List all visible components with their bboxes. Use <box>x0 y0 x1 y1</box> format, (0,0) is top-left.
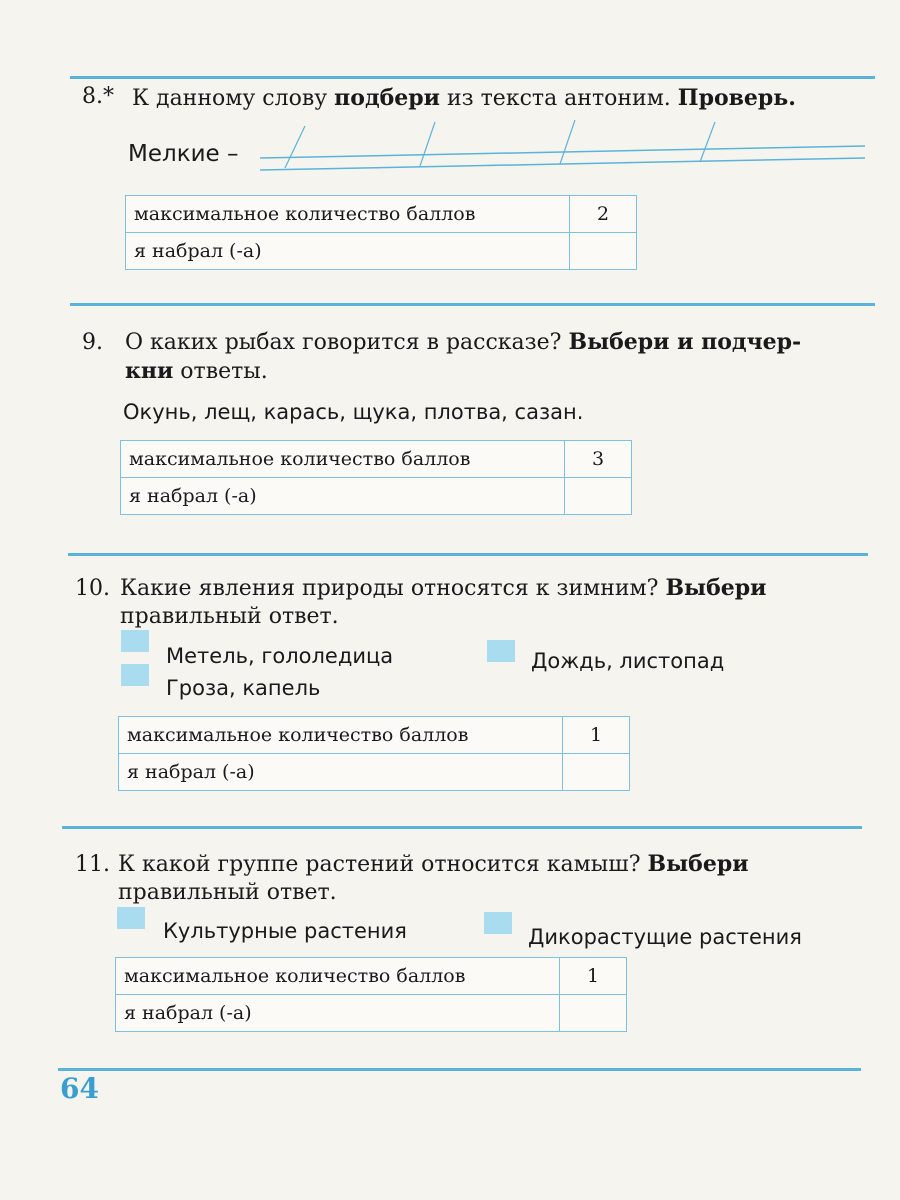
score-table <box>120 440 632 515</box>
max-points-value: 1 <box>563 717 630 754</box>
checkbox[interactable] <box>484 912 512 934</box>
scored-label: я набрал (-а) <box>126 233 570 270</box>
scored-label: я набрал (-а) <box>116 995 560 1032</box>
max-points-label: максимальное количество баллов <box>121 441 565 478</box>
max-points-value: 2 <box>570 196 637 233</box>
max-points-label: максимальное количество баллов <box>119 717 563 754</box>
answer-option[interactable]: Дождь, листопад <box>531 649 725 673</box>
question-text: Какие явления природы относятся к зимним? Выбери правильный ответ. <box>120 575 767 629</box>
question-number: 8.* <box>82 84 114 109</box>
score-table <box>118 716 630 791</box>
answer-option[interactable]: Метель, гололедица <box>166 644 394 668</box>
checkbox[interactable] <box>121 664 149 686</box>
score-table <box>115 957 627 1032</box>
question-text: О каких рыбах говорится в рассказе? Выбери и подчер- кни ответы. <box>125 329 802 384</box>
max-points-value: 3 <box>565 441 632 478</box>
max-points-label: максимальное количество баллов <box>116 958 560 995</box>
page-number: 64 <box>60 1072 99 1105</box>
prompt-word: Мелкие – <box>128 141 239 167</box>
footer-divider <box>58 1068 861 1071</box>
scored-label: я набрал (-а) <box>121 478 565 515</box>
answer-option[interactable]: Дикорастущие растения <box>528 925 802 949</box>
scored-label: я набрал (-а) <box>119 754 563 791</box>
scored-value-cell[interactable] <box>563 754 630 791</box>
question-number: 9. <box>82 330 103 355</box>
max-points-value: 1 <box>560 958 627 995</box>
question-number: 10. <box>75 576 110 601</box>
checkbox[interactable] <box>487 640 515 662</box>
section-divider <box>62 826 862 829</box>
scored-value-cell[interactable] <box>565 478 632 515</box>
section-divider <box>70 76 875 79</box>
question-number: 11. <box>75 852 110 877</box>
question-text: К данному слову подбери из текста антоним. Проверь. <box>132 85 796 111</box>
question-text: К какой группе растений относится камыш? Выбери правильный ответ. <box>118 851 749 905</box>
answer-option[interactable]: Культурные растения <box>163 919 407 943</box>
scored-value-cell[interactable] <box>560 995 627 1032</box>
score-table <box>125 195 637 270</box>
checkbox[interactable] <box>121 630 149 652</box>
answer-options[interactable]: Окунь, лещ, карась, щука, плотва, сазан. <box>123 400 584 424</box>
answer-lines[interactable] <box>255 118 870 178</box>
max-points-label: максимальное количество баллов <box>126 196 570 233</box>
checkbox[interactable] <box>117 907 145 929</box>
answer-option[interactable]: Гроза, капель <box>166 676 321 700</box>
section-divider <box>70 303 875 306</box>
scored-value-cell[interactable] <box>570 233 637 270</box>
section-divider <box>68 553 868 556</box>
